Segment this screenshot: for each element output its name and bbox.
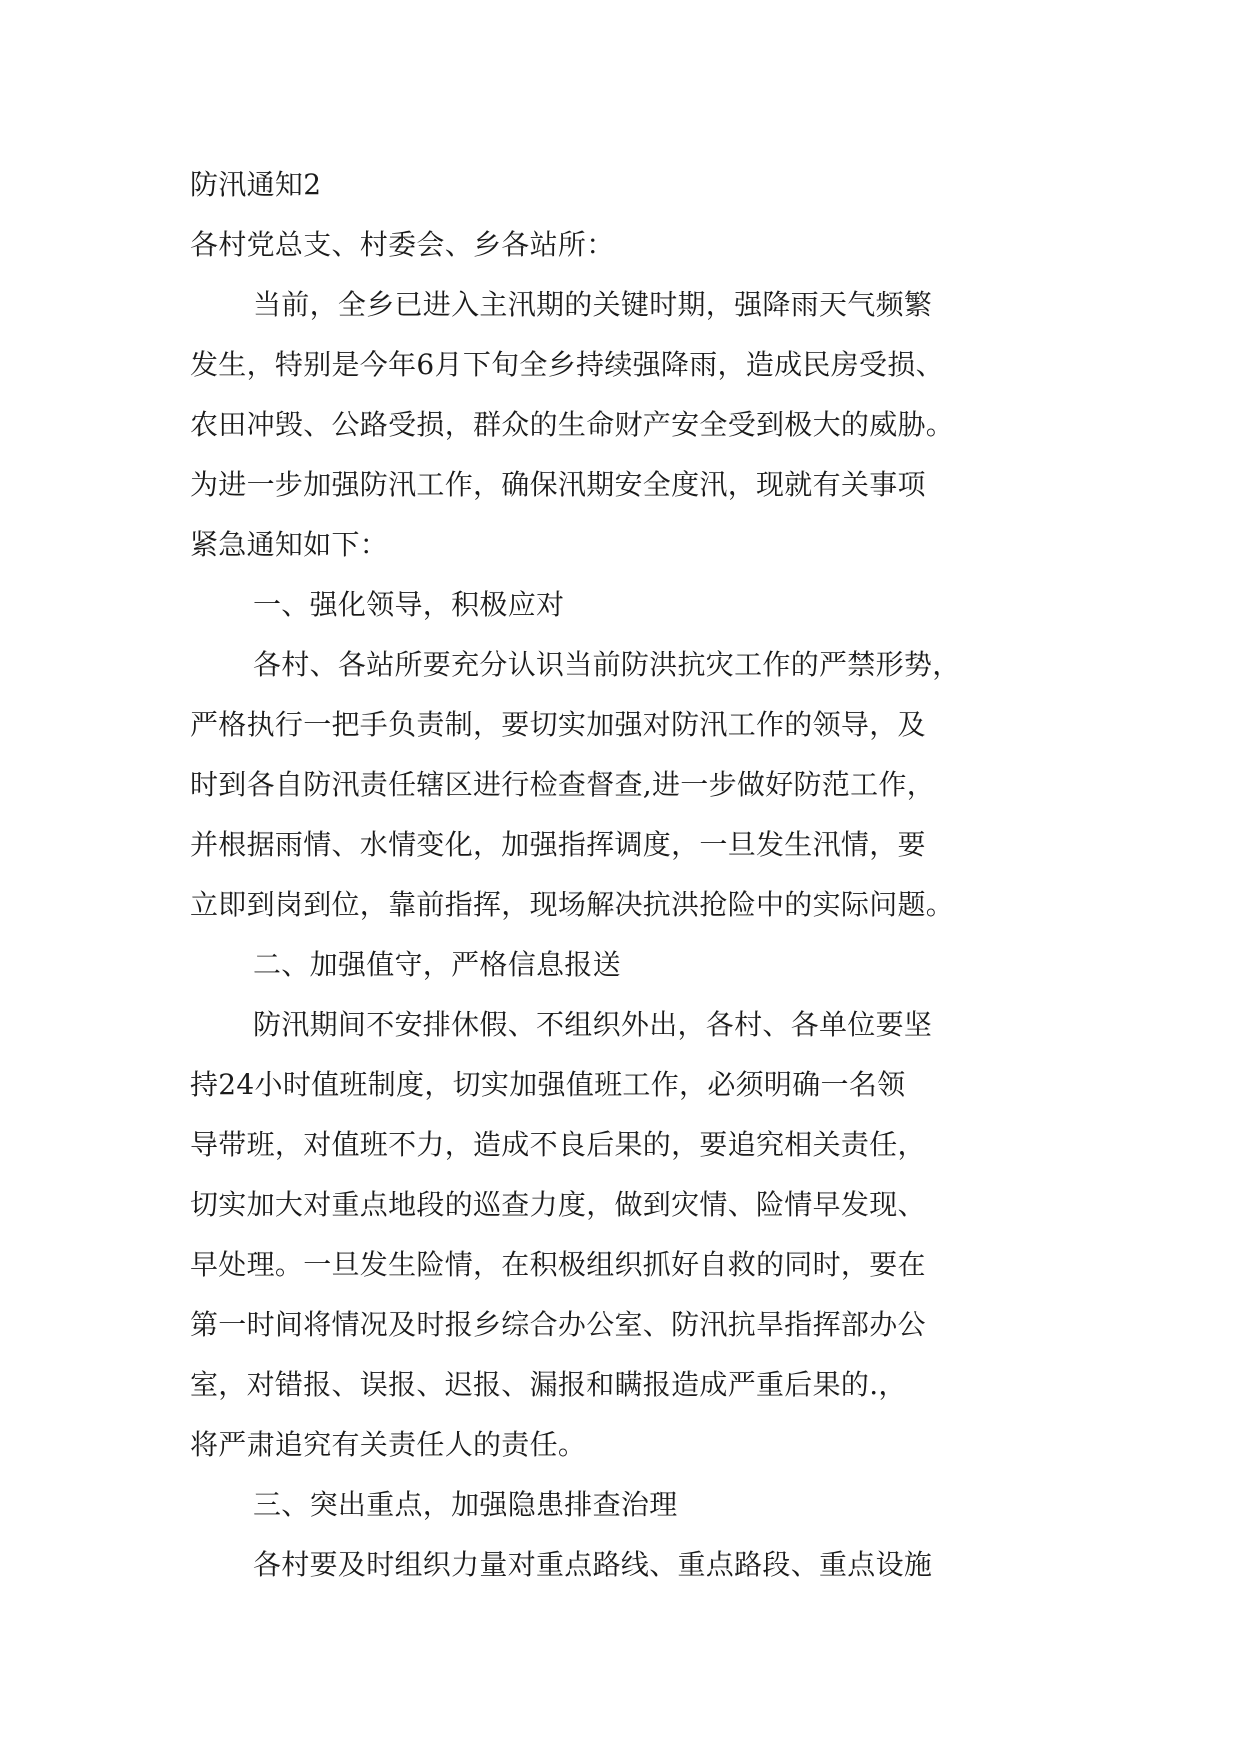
body-line: 室，对错报、误报、迟报、漏报和瞒报造成严重后果的.， — [190, 1368, 907, 1401]
body-line: 当前，全乡已进入主汛期的关键时期，强降雨天气频繁 — [253, 288, 933, 321]
body-line: 各村要及时组织力量对重点路线、重点路段、重点设施 — [253, 1548, 933, 1581]
body-line: 农田冲毁、公路受损，群众的生命财产安全受到极大的威胁。 — [190, 408, 955, 441]
body-line: 第一时间将情况及时报乡综合办公室、防汛抗旱指挥部办公 — [190, 1308, 926, 1341]
section-heading: 二、加强值守，严格信息报送 — [253, 948, 621, 981]
body-line: 持24小时值班制度，切实加强值班工作，必须明确一名领 — [190, 1068, 906, 1101]
body-line: 立即到岗到位，靠前指挥，现场解决抗洪抢险中的实际问题。 — [190, 888, 955, 921]
body-line: 各村、各站所要充分认识当前防洪抗灾工作的严禁形势， — [253, 648, 961, 681]
body-line: 切实加大对重点地段的巡查力度，做到灾情、险情早发现、 — [190, 1188, 926, 1221]
body-line: 防汛期间不安排休假、不组织外出，各村、各单位要坚 — [253, 1008, 933, 1041]
salutation: 各村党总支、村委会、乡各站所： — [190, 228, 615, 261]
body-line: 时到各自防汛责任辖区进行检查督查,进一步做好防范工作， — [190, 768, 936, 801]
body-line: 紧急通知如下： — [190, 528, 389, 561]
body-line: 早处理。一旦发生险情，在积极组织抓好自救的同时，要在 — [190, 1248, 926, 1281]
body-line: 发生，特别是今年6月下旬全乡持续强降雨，造成民房受损、 — [190, 348, 944, 381]
body-line: 导带班，对值班不力，造成不良后果的，要追究相关责任， — [190, 1128, 926, 1161]
body-line: 为进一步加强防汛工作，确保汛期安全度汛，现就有关事项 — [190, 468, 926, 501]
body-line: 将严肃追究有关责任人的责任。 — [190, 1428, 587, 1461]
section-heading: 一、强化领导，积极应对 — [253, 588, 565, 621]
document-title: 防汛通知2 — [190, 168, 322, 201]
section-heading: 三、突出重点，加强隐患排查治理 — [253, 1488, 678, 1521]
body-line: 并根据雨情、水情变化，加强指挥调度，一旦发生汛情，要 — [190, 828, 926, 861]
body-line: 严格执行一把手负责制，要切实加强对防汛工作的领导，及 — [190, 708, 926, 741]
